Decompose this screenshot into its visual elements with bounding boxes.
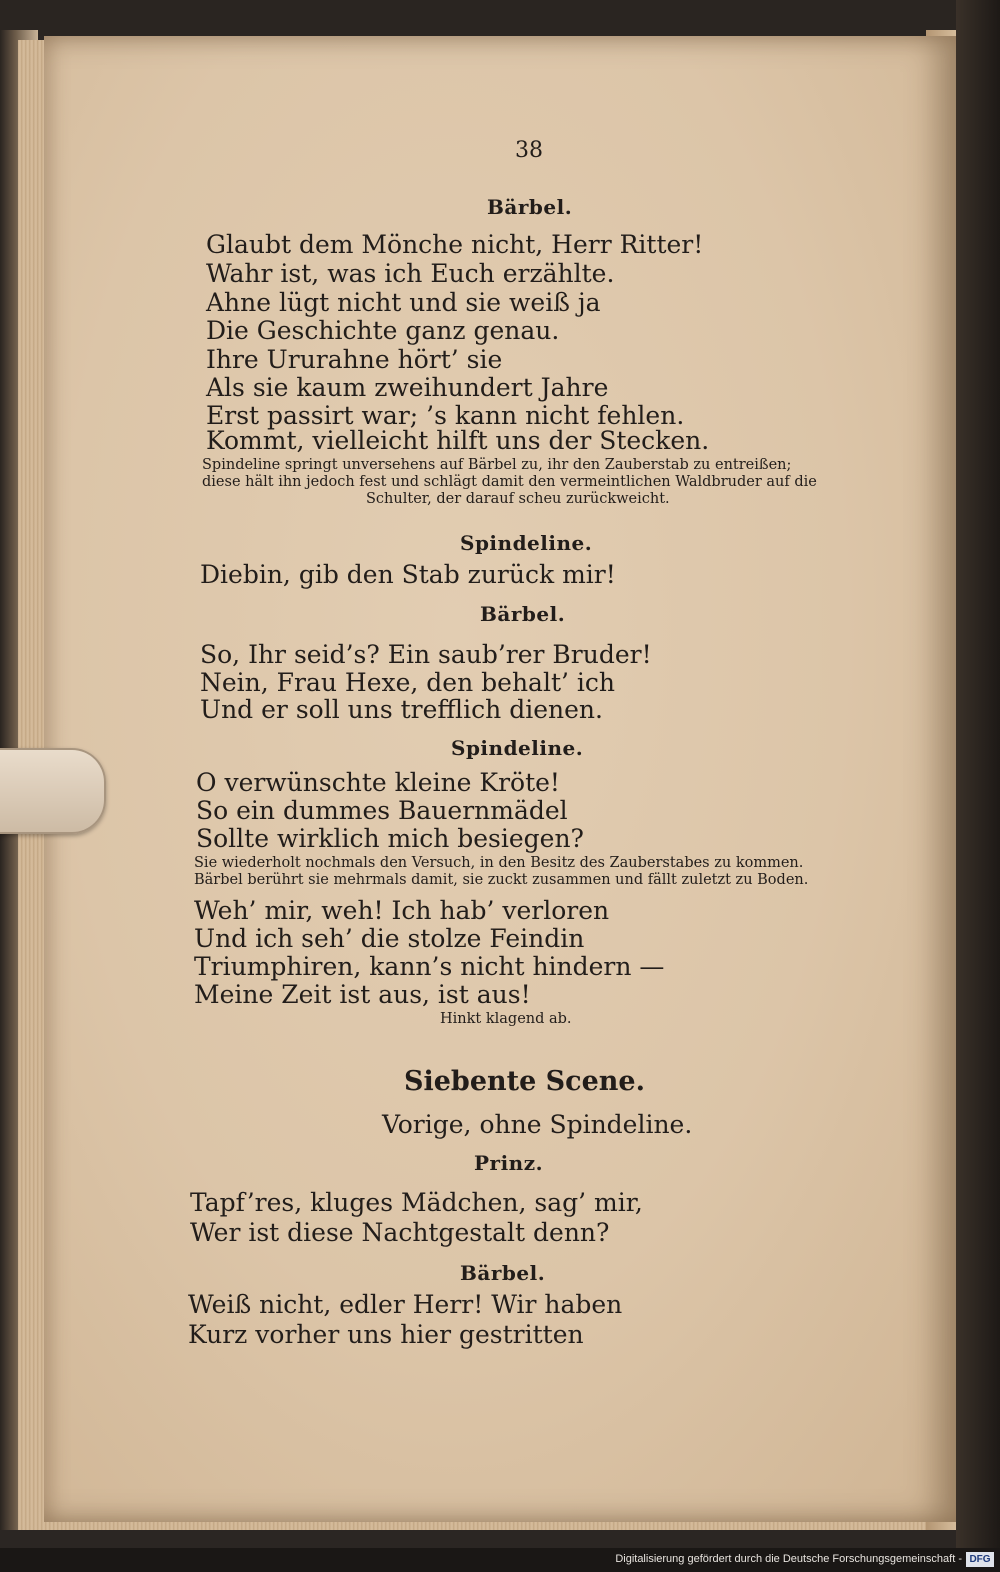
stage-direction: Hinkt klagend ab. — [440, 1011, 572, 1027]
verse-line: Weiß nicht, edler Herr! Wir haben — [188, 1290, 623, 1319]
speaker-label: Bärbel. — [480, 602, 566, 626]
speaker-label: Spindeline. — [451, 736, 584, 760]
verse-line: Kurz vorher uns hier gestritten — [188, 1320, 584, 1349]
verse-line: Glaubt dem Mönche nicht, Herr Ritter! — [206, 230, 704, 259]
verse-line: Tapf’res, kluges Mädchen, sag’ mir, — [190, 1188, 643, 1217]
page-number: 38 — [515, 138, 543, 163]
dfg-logo-icon: DFG — [966, 1552, 994, 1567]
verse-line: Wahr ist, was ich Euch erzählte. — [206, 259, 615, 288]
verse-line: Und ich seh’ die stolze Feindin — [194, 924, 585, 953]
stage-direction: diese hält ihn jedoch fest und schlägt damit den vermeintlichen Waldbruder auf die — [202, 474, 817, 490]
stage-direction: Spindeline springt unversehens auf Bärbel zu, ihr den Zauberstab zu entreißen; — [202, 457, 792, 473]
book-cover-edge — [956, 0, 1000, 1572]
verse-line: Die Geschichte ganz genau. — [206, 316, 560, 345]
verse-line: Meine Zeit ist aus, ist aus! — [194, 980, 531, 1009]
verse-line: Nein, Frau Hexe, den behalt’ ich — [200, 668, 615, 697]
verse-line: Triumphiren, kann’s nicht hindern — — [194, 952, 665, 981]
speaker-label: Prinz. — [474, 1151, 544, 1175]
verse-line: So ein dummes Bauernmädel — [196, 796, 568, 825]
stage-direction: Bärbel berührt sie mehrmals damit, sie zuckt zusammen und fällt zuletzt zu Boden. — [194, 872, 809, 888]
speaker-label: Bärbel. — [487, 195, 573, 219]
verse-line: Ahne lügt nicht und sie weiß ja — [206, 288, 601, 317]
stage-direction: Sie wiederholt nochmals den Versuch, in den Besitz des Zauberstabes zu kommen. — [194, 855, 804, 871]
stage-direction: Schulter, der darauf scheu zurückweicht. — [366, 491, 670, 507]
verse-line: Kommt, vielleicht hilft uns der Stecken. — [206, 426, 710, 455]
verse-line: Diebin, gib den Stab zurück mir! — [200, 560, 616, 589]
scan-background-top — [0, 0, 1000, 36]
verse-line: O verwünschte kleine Kröte! — [196, 768, 560, 797]
verse-line: Sollte wirklich mich besiegen? — [196, 824, 584, 853]
verse-line: So, Ihr seid’s? Ein saub’rer Bruder! — [200, 640, 652, 669]
verse-line: Und er soll uns trefflich dienen. — [200, 695, 603, 724]
verse-line: Weh’ mir, weh! Ich hab’ verloren — [194, 896, 610, 925]
funding-credit: Digitalisierung gefördert durch die Deutsche Forschungsgemeinschaft - — [615, 1553, 962, 1565]
speaker-label: Spindeline. — [460, 531, 593, 555]
verse-line: Wer ist diese Nachtgestalt denn? — [190, 1218, 610, 1247]
scene-cast: Vorige, ohne Spindeline. — [382, 1110, 693, 1139]
page-holder-clip — [0, 748, 106, 834]
verse-line: Als sie kaum zweihundert Jahre — [206, 373, 609, 402]
verse-line: Erst passirt war; ’s kann nicht fehlen. — [206, 401, 685, 430]
speaker-label: Bärbel. — [460, 1261, 546, 1285]
verse-line: Ihre Ururahne hört’ sie — [206, 345, 503, 374]
scene-heading: Siebente Scene. — [404, 1066, 645, 1097]
